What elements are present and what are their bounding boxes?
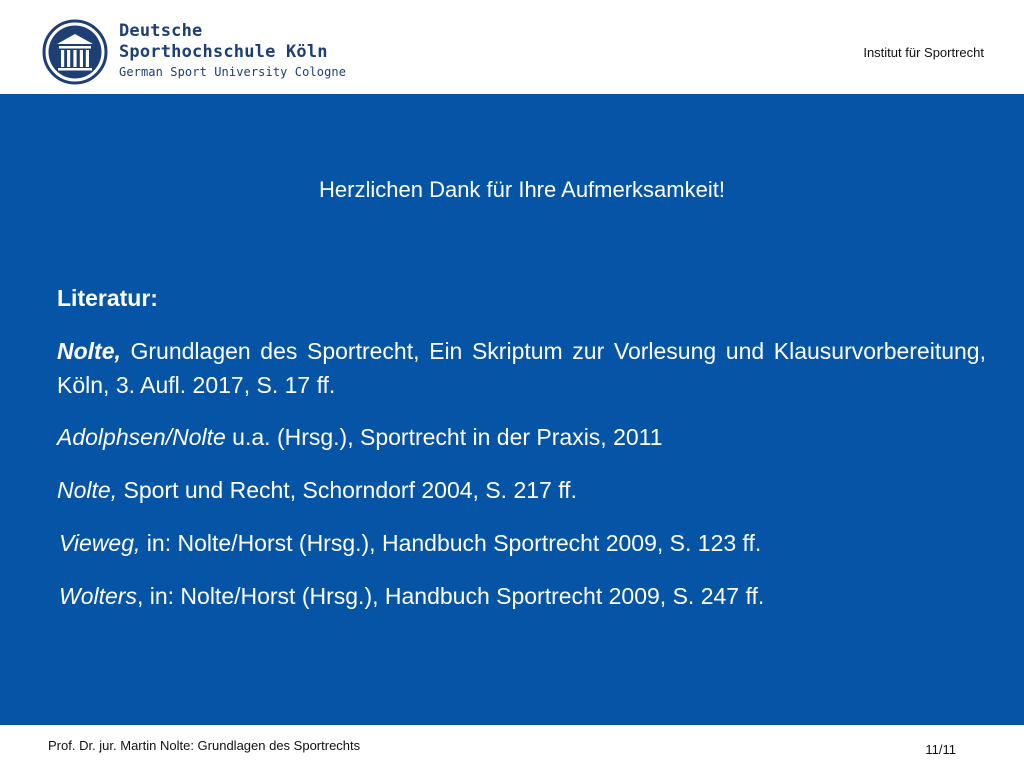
university-name-line-2: Sporthochschule Köln <box>119 42 328 62</box>
reference-text: u.a. (Hrsg.), Sportrecht in der Praxis, 2011 <box>225 424 663 450</box>
reference-list <box>57 334 986 632</box>
reference-text: Sport und Recht, Schorndorf 2004, S. 217 ff. <box>117 477 577 503</box>
reference-text: in: Nolte/Horst (Hrsg.), Handbuch Sportrecht 2009, S. 123 ff. <box>140 530 762 556</box>
literature-heading: Literatur: <box>57 285 158 311</box>
slide-header <box>0 0 1024 94</box>
reference-text: , in: Nolte/Horst (Hrsg.), Handbuch Sportrecht 2009, S. 247 ff. <box>136 583 765 609</box>
reference-author: Nolte, <box>57 477 118 503</box>
university-name-line-1: Deutsche <box>119 21 203 41</box>
institute-name: Institut für Sportrecht <box>863 45 984 60</box>
reference-text: Grundlagen des Sportrecht, Ein Skriptum zur Vorlesung und Klausurvorbereitung, Köln, 3. Aufl. 2017, S. 17 ff. <box>57 338 986 398</box>
reference-author: Vieweg, <box>59 530 141 556</box>
university-name <box>119 21 346 81</box>
reference-item <box>57 334 986 402</box>
reference-item <box>57 579 986 613</box>
reference-item <box>57 473 986 507</box>
reference-author: Wolters <box>59 583 137 609</box>
thank-you-message: Herzlichen Dank für Ihre Aufmerksamkeit! <box>319 177 725 202</box>
university-logo-icon <box>42 19 108 85</box>
reference-author: Nolte, <box>57 338 121 364</box>
reference-item <box>57 420 986 454</box>
university-name-english: German Sport University Cologne <box>119 65 347 79</box>
content-panel <box>0 94 1024 725</box>
footer-presenter: Prof. Dr. jur. Martin Nolte: Grundlagen des Sportrechts <box>48 738 361 753</box>
reference-item <box>57 526 986 560</box>
page-number: 11/11 <box>925 742 956 757</box>
reference-author: Adolphsen/Nolte <box>57 424 226 450</box>
